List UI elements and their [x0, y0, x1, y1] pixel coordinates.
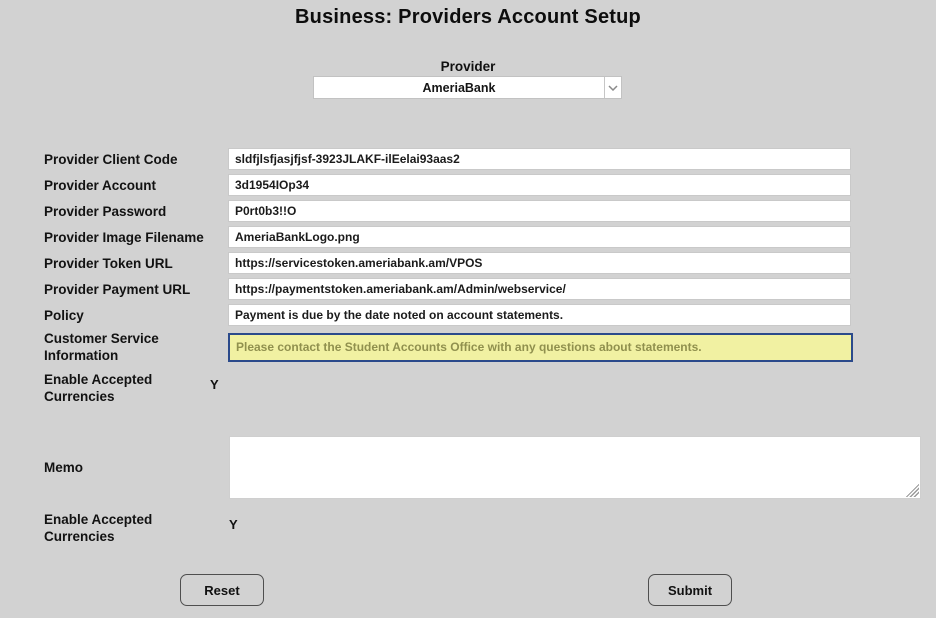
customer-service-info-label: Customer Service Information — [44, 331, 159, 363]
provider-select-label: Provider — [440, 59, 496, 74]
provider-token-url-label: Provider Token URL — [44, 256, 173, 271]
reset-button[interactable]: Reset — [180, 574, 264, 606]
memo-textarea[interactable] — [229, 436, 921, 499]
memo-label: Memo — [44, 460, 84, 475]
enable-accepted-currencies-label-2: Enable Accepted Currencies — [44, 512, 153, 544]
provider-password-label: Provider Password — [44, 204, 167, 219]
provider-token-url-input[interactable] — [228, 252, 851, 274]
provider-image-filename-label: Provider Image Filename — [44, 230, 204, 245]
provider-password-input[interactable] — [228, 200, 851, 222]
chevron-down-icon[interactable] — [604, 77, 621, 98]
enable-accepted-currencies-value-1: Y — [210, 377, 219, 392]
submit-button[interactable]: Submit — [648, 574, 732, 606]
provider-client-code-label: Provider Client Code — [44, 152, 178, 167]
policy-label: Policy — [44, 308, 84, 323]
provider-payment-url-label: Provider Payment URL — [44, 282, 191, 297]
provider-payment-url-input[interactable] — [228, 278, 851, 300]
enable-accepted-currencies-label-1: Enable Accepted Currencies — [44, 372, 153, 404]
provider-select-value: AmeriaBank — [422, 80, 496, 95]
customer-service-info-input[interactable]: Please contact the Student Accounts Office with any questions about statements. — [228, 333, 853, 362]
provider-client-code-input[interactable] — [228, 148, 851, 170]
policy-input[interactable] — [228, 304, 851, 326]
provider-account-label: Provider Account — [44, 178, 157, 193]
provider-select[interactable] — [313, 76, 622, 99]
provider-image-filename-input[interactable] — [228, 226, 851, 248]
enable-accepted-currencies-value-2: Y — [229, 517, 238, 532]
provider-account-input[interactable] — [228, 174, 851, 196]
page-title: Business: Providers Account Setup — [295, 6, 641, 28]
